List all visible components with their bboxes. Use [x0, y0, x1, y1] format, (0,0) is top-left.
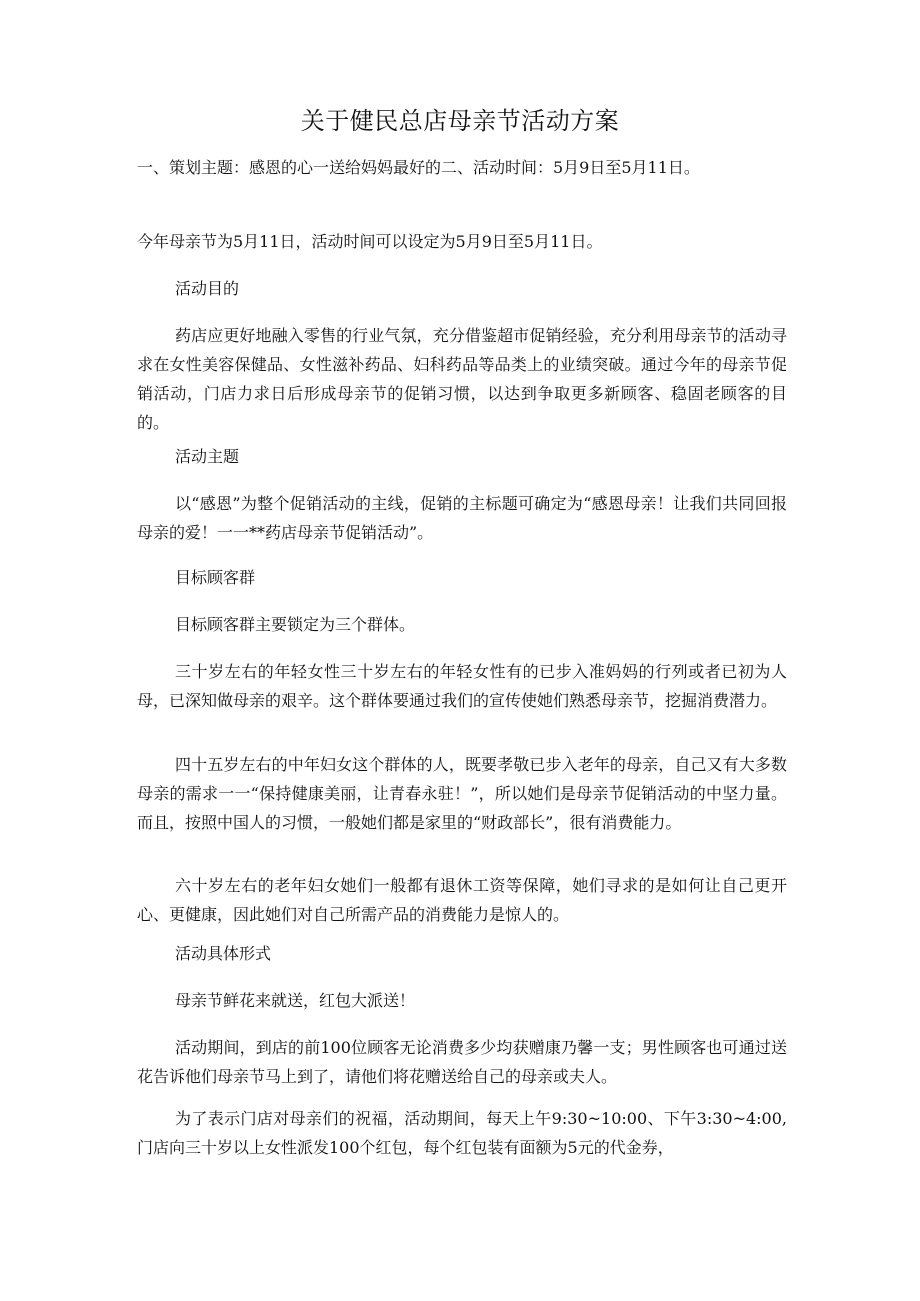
- target-intro: 目标顾客群主要锁定为三个群体。: [175, 615, 416, 634]
- date-note: 今年母亲节为5月11日，活动时间可以设定为5月9日至5月11日。: [137, 232, 603, 251]
- group-30-paragraph: 三十岁左右的年轻女性三十岁左右的年轻女性有的已步入准妈妈的行列或者已初为人母，已深知做母亲的艰辛。这个群体要通过我们的宣传使她们熟悉母亲节，挖掘消费潜力。: [137, 662, 787, 710]
- redpacket-paragraph: 为了表示门店对母亲们的祝福，活动期间，每天上午9:30~10:00、下午3:30~4:00,门店向三十岁以上女性派发100个红包，每个红包装有面额为5元的代金券，: [137, 1109, 787, 1157]
- purpose-heading: 活动目的: [175, 279, 240, 298]
- theme-paragraph: 以“感恩”为整个促销活动的主线，促销的主标题可确定为“感恩母亲！让我们共同回报母亲的爱！一一**药店母亲节促销活动”。: [137, 494, 787, 542]
- group-60-paragraph: 六十岁左右的老年妇女她们一般都有退休工资等保障，她们寻求的是如何让自己更开心、更健康，因此她们对自己所需产品的消费能力是惊人的。: [137, 876, 787, 924]
- target-heading: 目标顾客群: [175, 568, 256, 587]
- intro-line: 一、策划主题：感恩的心一送给妈妈最好的二、活动时间：5月9日至5月11日。: [137, 158, 700, 177]
- form-slogan: 母亲节鲜花来就送，红包大派送！: [175, 991, 416, 1010]
- form-heading: 活动具体形式: [175, 944, 272, 963]
- purpose-paragraph: 药店应更好地融入零售的行业气氛，充分借鉴超市促销经验，充分利用母亲节的活动寻求在女性美容保健品、女性滋补药品、妇科药品等品类上的业绩突破。通过今年的母亲节促销活动，门店力求日后形成母亲节的促销习惯，以达到争取更多新顾客、稳固老顾客的目的。: [137, 326, 787, 432]
- group-45-paragraph: 四十五岁左右的中年妇女这个群体的人，既要孝敬已步入老年的母亲，自己又有大多数母亲的需求一一“保持健康美丽，让青春永驻！”，所以她们是母亲节促销活动的中坚力量。而且，按照中国人的习惯，一般她们都是家里的“财政部长”，很有消费能力。: [137, 755, 787, 832]
- theme-heading: 活动主题: [175, 447, 240, 466]
- flowers-paragraph: 活动期间，到店的前100位顾客无论消费多少均获赠康乃馨一支；男性顾客也可通过送花告诉他们母亲节马上到了，请他们将花赠送给自己的母亲或夫人。: [137, 1038, 787, 1086]
- document-title: 关于健民总店母亲节活动方案: [300, 107, 620, 135]
